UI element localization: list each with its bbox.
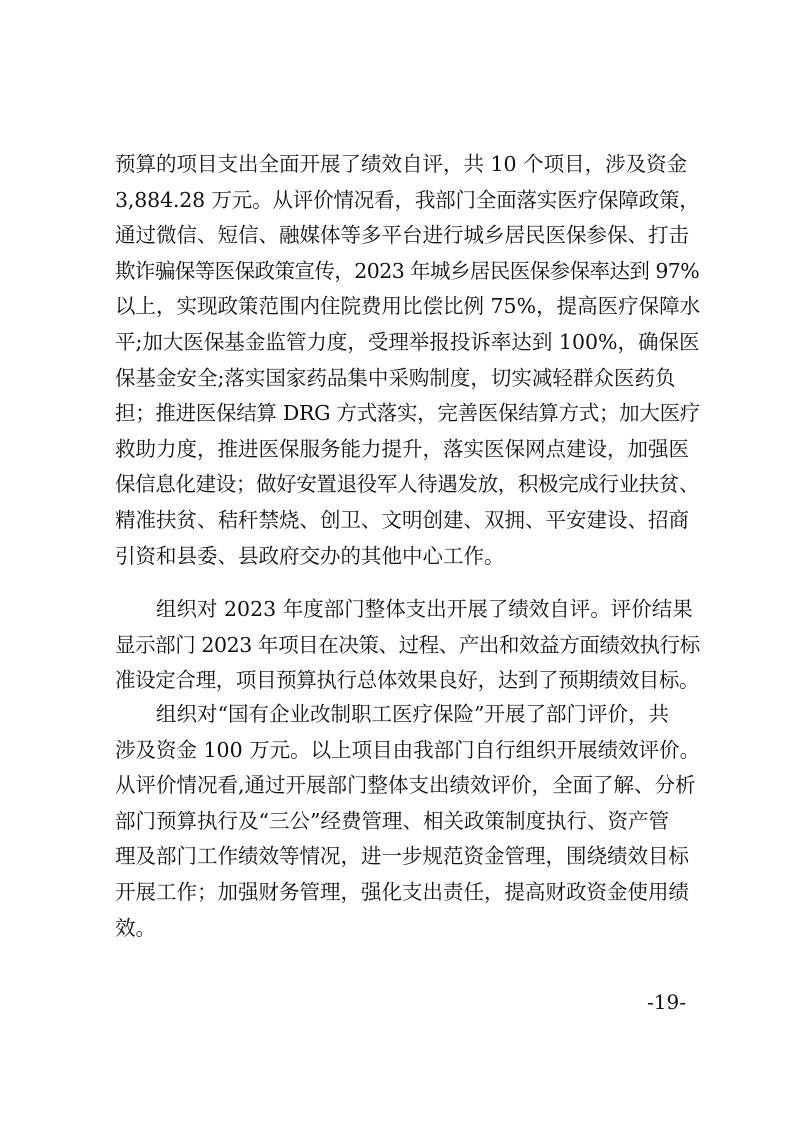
text-line: 预算的项目支出全面开展了绩效自评，共 10 个项目，涉及资金 [115,152,688,176]
text-line: 3,884.28 万元。从评价情况看，我部门全面落实医疗保障政策， [115,187,700,212]
text-line: 精准扶贫、秸秆禁烧、创卫、文明创建、双拥、平安建设、招商 [115,507,689,532]
text-line: 保基金安全;落实国家药品集中采购制度，切实减轻群众医药负 [115,365,676,390]
paragraph-3 [115,697,700,946]
text-line: 涉及资金 100 万元。以上项目由我部门自行组织开展绩效评价。 [115,737,701,762]
text-line: 显示部门 2023 年项目在决策、过程、产出和效益方面绩效执行标 [115,632,700,657]
text-line: 从评价情况看,通过开展部门整体支出绩效评价，全面了解、分析 [115,773,696,798]
paragraph-2 [115,592,700,699]
text-line: 准设定合理，项目预算执行总体效果良好，达到了预期绩效目标。 [115,668,700,693]
text-line: 救助力度，推进医保服务能力提升，落实医保网点建设，加强医 [115,436,689,461]
paragraph-1 [115,147,700,574]
text-line: 效。 [115,915,156,940]
text-line: 部门预算执行及“三公”经费管理、相关政策制度执行、资产管 [115,808,669,833]
page-number: -19- [647,990,686,1014]
text-line: 引资和县委、县政府交办的其他中心工作。 [115,543,505,568]
text-line: 保信息化建设；做好安置退役军人待遇发放，积极完成行业扶贫、 [115,472,700,497]
text-line: 组织对“国有企业改制职工医疗保险”开展了部门评价，共 [156,702,669,726]
text-line: 担；推进医保结算 DRG 方式落实，完善医保结算方式；加大医疗 [115,401,700,426]
text-line: 平;加大医保基金监管力度，受理举报投诉率达到 100%，确保医 [115,329,700,354]
text-line: 组织对 2023 年度部门整体支出开展了绩效自评。评价结果 [156,597,693,621]
text-line: 欺诈骗保等医保政策宣传，2023 年城乡居民医保参保率达到 97% [115,258,700,283]
text-line: 开展工作；加强财务管理，强化支出责任，提高财政资金使用绩 [115,879,689,904]
text-line: 理及部门工作绩效等情况，进一步规范资金管理，围绕绩效目标 [115,844,689,869]
text-line: 通过微信、短信、融媒体等多平台进行城乡居民医保参保、打击 [115,223,689,248]
text-line: 以上，实现政策范围内住院费用比偿比例 75%，提高医疗保障水 [115,294,701,319]
